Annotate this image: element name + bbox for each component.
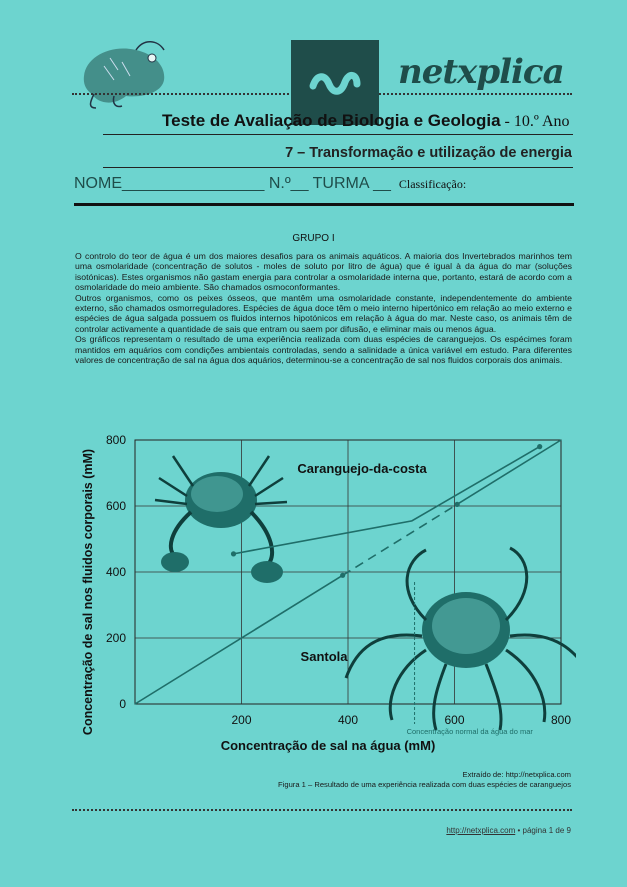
- data-point: [537, 444, 542, 449]
- reference-line-label: Concentração normal da água do mar: [406, 727, 533, 736]
- unit-rule: [103, 167, 573, 168]
- student-info-row: [74, 175, 466, 193]
- data-point: [340, 573, 345, 578]
- crab-illustration-santola: [346, 548, 576, 730]
- footer-link[interactable]: http://netxplica.com: [446, 826, 516, 835]
- x-axis-label: Concentração de sal na água (mM): [220, 738, 436, 753]
- y-tick-label: 200: [105, 631, 126, 645]
- source-note: Extraído de: http://netxplica.com: [462, 770, 571, 779]
- x-tick-label: 600: [444, 713, 465, 727]
- y-axis-label: Concentração de sal nos fluidos corporais (mM): [81, 448, 95, 736]
- figure-caption: Figura 1 – Resultado de uma experiência realizada com duas espécies de caranguejos: [278, 780, 571, 789]
- paragraph: O controlo do teor de água é um dos maiores desafios para os animais aquáticos. A maioria dos Invertebrados marinhos tem uma osmolaridade (concentração de solutos - moles de soluto por litro de água) que é igual à da água do mar (soluções isotónicas). Estes organismos não gastam energia para controlar a osmolaridade interna que, portanto, estará de acordo com a osmolaridade do meio ambiente. São chamados osmoconformantes.: [75, 251, 572, 293]
- y-tick-label: 0: [119, 697, 126, 711]
- paragraph: Outros organismos, como os peixes ósseos, que mantêm uma osmolaridade constante, independentemente do ambiente externo, são chamados osmorreguladores. Espécies de água doce têm o meio interno hipertónico em relação ao meio externo e espécies de água salgada possuem os fluidos internos hipotónicos em relação à água do mar. Neste caso, os animais têm de controlar activamente a quantidade de sais que entram ou saem por difusão, e eliminar mais ou menos água.: [75, 292, 572, 334]
- x-tick-label: 400: [337, 713, 359, 727]
- crab-chart: [76, 425, 576, 760]
- brand-name: netxplica: [398, 52, 564, 92]
- series-line-santola: [135, 575, 343, 704]
- header-thick-rule: [74, 203, 574, 206]
- series-label-santola: Santola: [300, 649, 348, 665]
- y-tick-label: 400: [105, 565, 126, 579]
- series-label-shore-crab: Caranguejo-da-costa: [297, 461, 427, 476]
- chart-labels: [81, 433, 571, 753]
- classification-label: Classificação:: [398, 177, 467, 191]
- data-point: [231, 551, 236, 556]
- crab-illustration-shore-crab: [155, 456, 287, 583]
- data-point: [455, 502, 460, 507]
- y-tick-label: 600: [105, 499, 126, 513]
- unit-title: 7 – Transformação e utilização de energia: [285, 145, 572, 161]
- name-number-class-fields: NOME________________ N.º__ TURMA __: [74, 175, 391, 192]
- footer-dotted-rule: [72, 809, 572, 811]
- paragraph: Os gráficos representam o resultado de uma experiência realizada com duas espécies de caranguejos. Os espécimes foram mantidos em aquários com condições ambientais controladas, sendo a salinidade a única variável em estudo. Para diferentes valores de concentração de sal na água dos aquários, determinou-se a concentração de sal nos fluidos corporais dos animais.: [75, 334, 572, 366]
- series-line-santola-dashed: [343, 504, 457, 575]
- page-title: Teste de Avaliação de Biologia e Geologia - 10.º Ano: [162, 111, 570, 130]
- footer: [446, 826, 571, 835]
- x-tick-label: 800: [550, 713, 572, 727]
- page-number: • página 1 de 9: [515, 826, 571, 835]
- x-tick-label: 200: [231, 713, 252, 727]
- body-text: [75, 251, 572, 365]
- series-line-santola: [457, 440, 561, 504]
- group-title: GRUPO I: [292, 233, 335, 244]
- chameleon-logo: [74, 36, 174, 110]
- y-tick-label: 800: [105, 433, 126, 447]
- title-rule: [103, 134, 573, 135]
